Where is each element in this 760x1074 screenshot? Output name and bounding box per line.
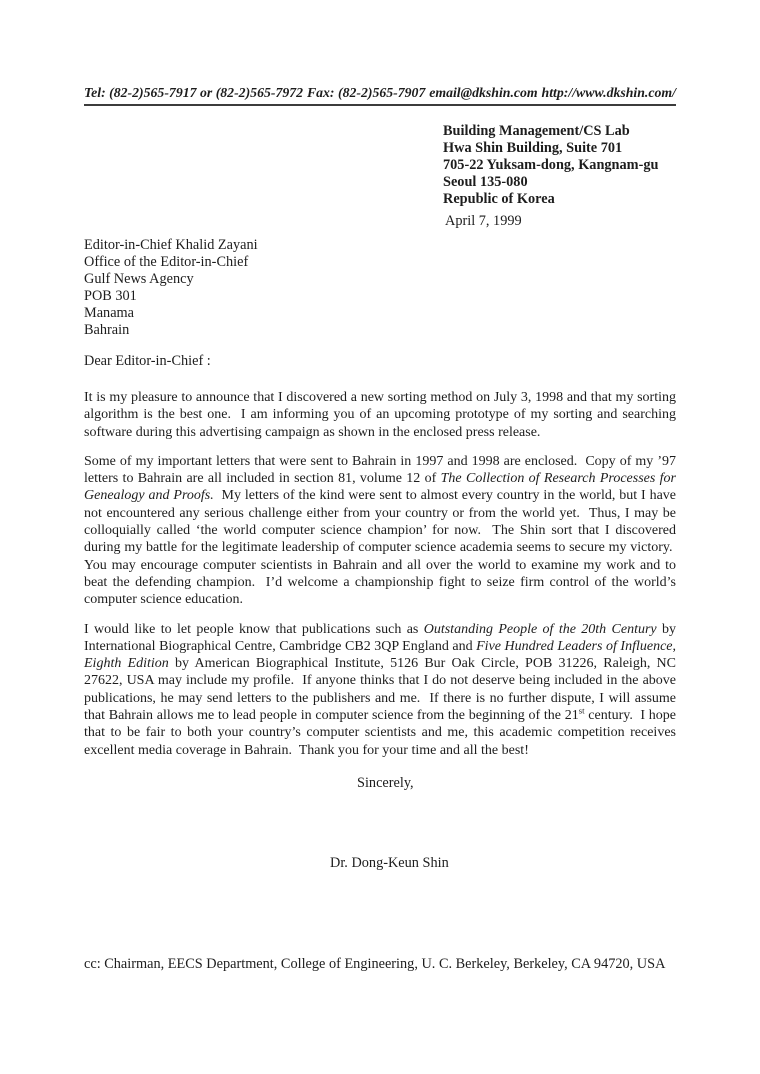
- salutation: Dear Editor-in-Chief :: [84, 353, 211, 369]
- recipient-address-line: Gulf News Agency: [84, 271, 194, 287]
- cc-line: cc: Chairman, EECS Department, College of Engineering, U. C. Berkeley, Berkeley, CA 94720, USA: [84, 955, 666, 972]
- letterhead-email: email@dkshin.com: [429, 85, 538, 100]
- sender-address-block: [443, 123, 676, 208]
- date-line: April 7, 1999: [445, 213, 522, 229]
- body-paragraph-2: Some of my important letters that were sent to Bahrain in 1997 and 1998 are enclosed. Copy of my ’97 letters to Bahrain are all included in section 81, volume 12 of The Collection of Research Processes for Genealogy and Proofs. My letters of the kind were sent to almost every country in the world, but I have not encountered any serious challenge either from your country or from the world yet. Thus, I may be colloquially called ‘the world computer science champion’ for now. The Shin sort that I discovered during my battle for the legitimate leadership of computer science academia seems to secure my victory. You may encourage computer scientists in Bahrain and all over the world to examine my work and to beat the defending champion. I’d welcome a championship fight to seize firm control of the world’s computer science education.: [84, 453, 676, 608]
- recipient-address-line: Editor-in-Chief Khalid Zayani: [84, 237, 258, 253]
- recipient-address-line: Bahrain: [84, 322, 130, 338]
- letterhead-tel: Tel: (82-2)565-7917 or (82-2)565-7972: [84, 85, 304, 100]
- signature-name: Dr. Dong-Keun Shin: [330, 854, 449, 871]
- body-paragraph-3: I would like to let people know that publications such as Outstanding People of the 20th Century by International Biographical Centre, Cambridge CB2 3QP England and Five Hundred Leaders of Influence, Eighth Edition by American Biographical Institute, 5126 Bur Oak Circle, POB 31226, Raleigh, NC 27622, USA may include my profile. If anyone thinks that I do not deserve being included in the above publications, he may send letters to the publishers and me. If there is no further dispute, I will assume that Bahrain allows me to lead people in computer science from the beginning of the 21st century. I hope that to be fair to both your country’s computer scientists and me, this academic competition receives excellent media coverage in Bahrain. Thank you for your time and all the best!: [84, 621, 677, 758]
- sender-address-line: Republic of Korea: [443, 191, 555, 207]
- valediction: Sincerely,: [357, 774, 414, 791]
- letterhead-contact-line: [84, 85, 676, 106]
- sender-address-line: Hwa Shin Building, Suite 701: [443, 140, 623, 156]
- body-paragraph-1: It is my pleasure to announce that I discovered a new sorting method on July 3, 1998 and that my sorting algorithm is the best one. I am informing you of an upcoming prototype of my sorting and searching software during this advertising campaign as shown in the enclosed press release.: [84, 390, 676, 440]
- recipient-address-line: Manama: [84, 305, 135, 321]
- letterhead-website: http://www.dkshin.com/: [541, 85, 676, 100]
- recipient-address-block: [84, 237, 676, 339]
- recipient-address-line: Office of the Editor-in-Chief: [84, 254, 249, 270]
- recipient-address-line: POB 301: [84, 288, 137, 304]
- sender-address-line: Seoul 135-080: [443, 174, 528, 190]
- sender-address-line: 705-22 Yuksam-dong, Kangnam-gu: [443, 157, 659, 173]
- letterhead-fax: Fax: (82-2)565-7907: [306, 85, 426, 100]
- sender-address-line: Building Management/CS Lab: [443, 123, 630, 139]
